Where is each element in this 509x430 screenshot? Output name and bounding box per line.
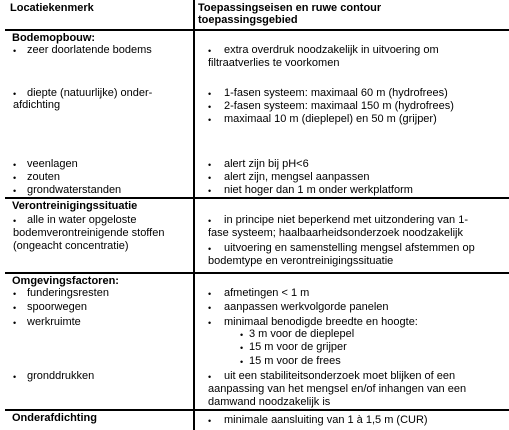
bullet-icon: • <box>208 244 212 254</box>
cell-text: 1-fasen systeem: maximaal 60 m (hydrofrees) <box>224 87 448 99</box>
cell-text: 15 m voor de frees <box>249 355 341 367</box>
cell-text: damwand noodzakelijk is <box>208 396 331 408</box>
bullet-icon: • <box>13 318 17 328</box>
bullet-icon: • <box>240 357 244 367</box>
header-toepassingsgebied: toepassingsgebied <box>198 14 298 26</box>
cell-text: (ongeacht concentratie) <box>13 240 129 252</box>
cell-text: bodemtype en verontreinigingssituatie <box>208 255 394 267</box>
cell-text: veenlagen <box>27 158 78 170</box>
bullet-icon: • <box>240 330 244 340</box>
header-locatiekenmerk: Locatiekenmerk <box>10 2 94 14</box>
header-rule <box>5 29 509 31</box>
bullet-icon: • <box>208 89 212 99</box>
cell-text: grondwaterstanden <box>27 184 122 196</box>
bullet-icon: • <box>240 343 244 353</box>
cell-text: fase systeem; haalbaarheidsonderzoek noodzakelijk <box>208 227 463 239</box>
cell-text: zeer doorlatende bodems <box>27 44 152 56</box>
section-title-verontreinigingssituatie: Verontreinigingssituatie <box>12 200 138 212</box>
section-title-bodemopbouw: Bodemopbouw: <box>12 32 96 44</box>
bullet-icon: • <box>13 186 17 196</box>
cell-text: zouten <box>27 171 61 183</box>
bullet-icon: • <box>208 102 212 112</box>
cell-text: in principe niet beperkend met uitzondering van 1- <box>224 214 468 226</box>
cell-text: werkruimte <box>27 316 81 328</box>
cell-text: afdichting <box>13 99 61 111</box>
cell-text: bodemverontreinigende stoffen <box>13 227 165 239</box>
cell-text: alert zijn bij pH<6 <box>224 158 309 170</box>
header-toepassingseisen: Toepassingseisen en ruwe contour <box>198 2 382 14</box>
section-rule <box>5 409 509 411</box>
bullet-icon: • <box>208 216 212 226</box>
cell-text: maximaal 10 m (dieplepel) en 50 m (grijper) <box>224 113 437 125</box>
cell-text: 15 m voor de grijper <box>249 341 347 353</box>
cell-text: afmetingen < 1 m <box>224 287 310 299</box>
bullet-icon: • <box>13 160 17 170</box>
cell-text: alert zijn, mengsel aanpassen <box>224 171 370 183</box>
bullet-icon: • <box>13 46 17 56</box>
section-title-onderafdichting: Onderafdichting <box>12 412 97 424</box>
cell-text: alle in water opgeloste <box>27 214 137 226</box>
cell-text: aanpassing van het mengsel en/of inhangen van een <box>208 383 467 395</box>
bullet-icon: • <box>208 115 212 125</box>
cell-text: uitvoering en samenstelling mengsel afstemmen op <box>224 242 475 254</box>
cell-text: uit een stabiliteitsonderzoek moet blijken of een <box>224 370 456 382</box>
bullet-icon: • <box>208 303 212 313</box>
column-divider <box>193 0 195 430</box>
bullet-icon: • <box>13 89 17 99</box>
bullet-icon: • <box>13 303 17 313</box>
section-rule <box>5 197 509 199</box>
bullet-icon: • <box>208 416 212 426</box>
cell-text: minimaal benodigde breedte en hoogte: <box>224 316 418 328</box>
section-title-omgevingsfactoren: Omgevingsfactoren: <box>12 275 119 287</box>
bullet-icon: • <box>208 372 212 382</box>
cell-text: filtraatverlies te voorkomen <box>208 57 340 69</box>
cell-text: 3 m voor de dieplepel <box>249 328 355 340</box>
cell-text: spoorwegen <box>27 301 87 313</box>
cell-text: extra overdruk noodzakelijk in uitvoering om <box>224 44 439 56</box>
cell-text: gronddrukken <box>27 370 95 382</box>
bullet-icon: • <box>208 318 212 328</box>
section-rule <box>5 272 509 274</box>
bullet-icon: • <box>13 173 17 183</box>
bullet-icon: • <box>13 289 17 299</box>
bullet-icon: • <box>208 46 212 56</box>
bullet-icon: • <box>13 372 17 382</box>
bullet-icon: • <box>208 160 212 170</box>
cell-text: diepte (natuurlijke) onder- <box>27 87 153 99</box>
cell-text: 2-fasen systeem: maximaal 150 m (hydrofrees) <box>224 100 454 112</box>
bullet-icon: • <box>13 216 17 226</box>
bullet-icon: • <box>208 173 212 183</box>
bullet-icon: • <box>208 186 212 196</box>
cell-text: minimale aansluiting van 1 à 1,5 m (CUR) <box>224 414 428 426</box>
cell-text: niet hoger dan 1 m onder werkplatform <box>224 184 413 196</box>
bullet-icon: • <box>208 289 212 299</box>
cell-text: funderingsresten <box>27 287 109 299</box>
cell-text: aanpassen werkvolgorde panelen <box>224 301 389 313</box>
